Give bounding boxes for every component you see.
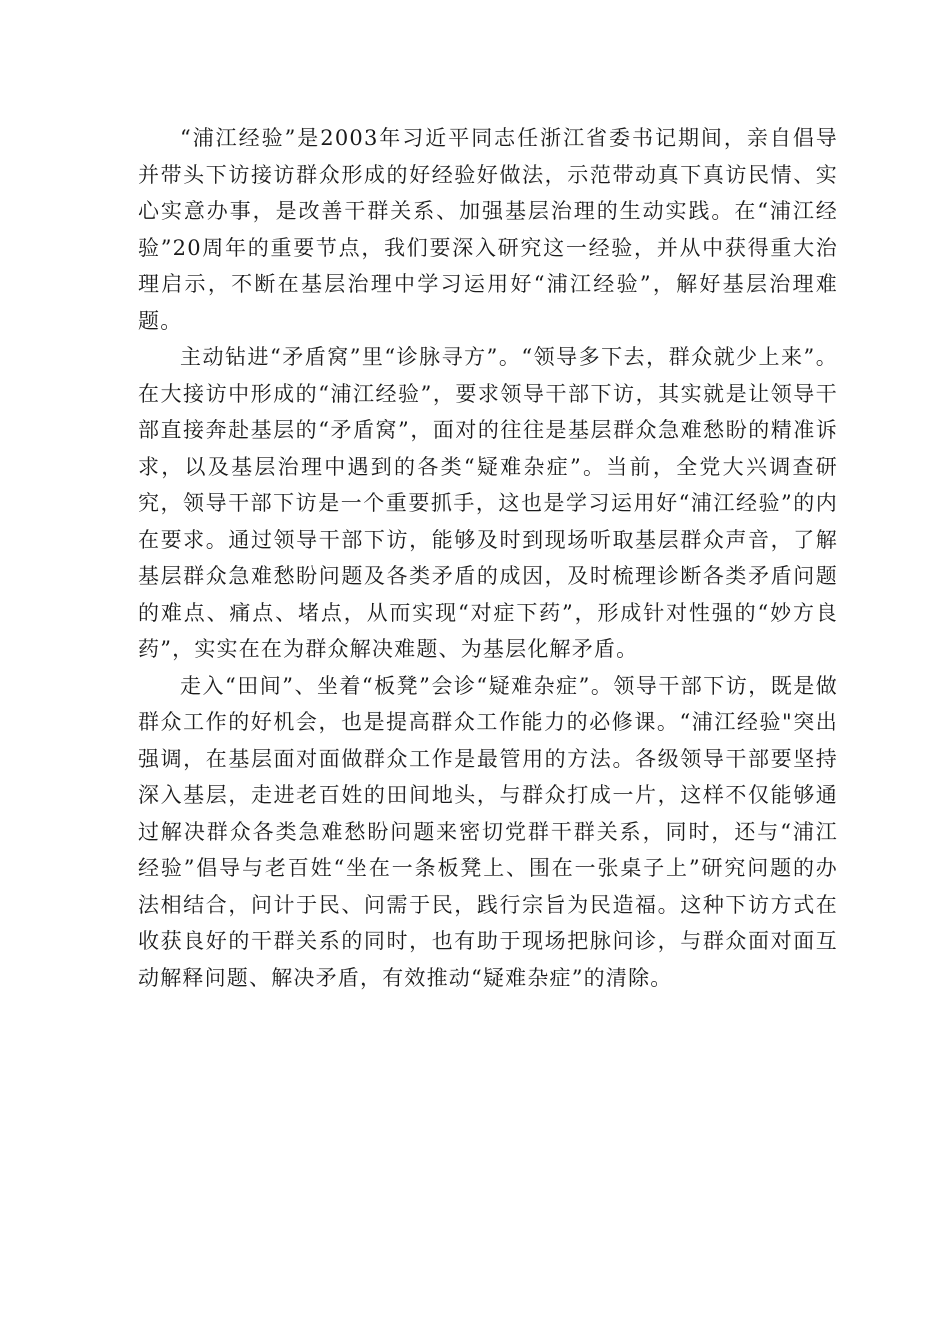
paragraph-diagnose: 主动钻进“矛盾窝”里“诊脉寻方”。“领导多下去，群众就少上来”。在大接访中形成的“浦江经验”，要求领导干部下访，其实就是让领导干部直接奔赴基层的“矛盾窝”，面对的往往是基层群众急难愁盼的精准诉求，以及基层治理中遇到的各类“疑难杂症”。当前，全党大兴调查研究，领导干部下访是一个重要抓手，这也是学习运用好“浦江经验”的内在要求。通过领导干部下访，能够及时到现场听取基层群众声音，了解基层群众急难愁盼问题及各类矛盾的成因，及时梳理诊断各类矛盾问题的难点、痛点、堵点，从而实现“对症下药”，形成针对性强的“妙方良药”，实实在在为群众解决难题、为基层化解矛盾。 [138, 345, 838, 661]
paragraph-intro: “浦江经验”是2003年习近平同志任浙江省委书记期间，亲自倡导并带头下访接访群众形成的好经验好做法，示范带动真下真访民情、实心实意办事，是改善干群关系、加强基层治理的生动实践。在“浦江经验”20周年的重要节点，我们要深入研究这一经验，并从中获得重大治理启示，不断在基层治理中学习运用好“浦江经验”，解好基层治理难题。 [138, 126, 838, 333]
paragraph-field: 走入“田间”、坐着“板凳”会诊“疑难杂症”。领导干部下访，既是做群众工作的好机会，也是提高群众工作能力的必修课。“浦江经验"突出强调，在基层面对面做群众工作是最管用的方法。各级领导干部要坚持深入基层，走进老百姓的田间地头，与群众打成一片，这样不仅能够通过解决群众各类急难愁盼问题来密切党群干群关系，同时，还与“浦江经验”倡导与老百姓“坐在一条板凳上、围在一张桌子上”研究问题的办法相结合，问计于民、问需于民，践行宗旨为民造福。这种下访方式在收获良好的干群关系的同时，也有助于现场把脉问诊，与群众面对面互动解释问题、解决矛盾，有效推动“疑难杂症”的清除。 [138, 673, 838, 990]
document-body [138, 120, 838, 996]
